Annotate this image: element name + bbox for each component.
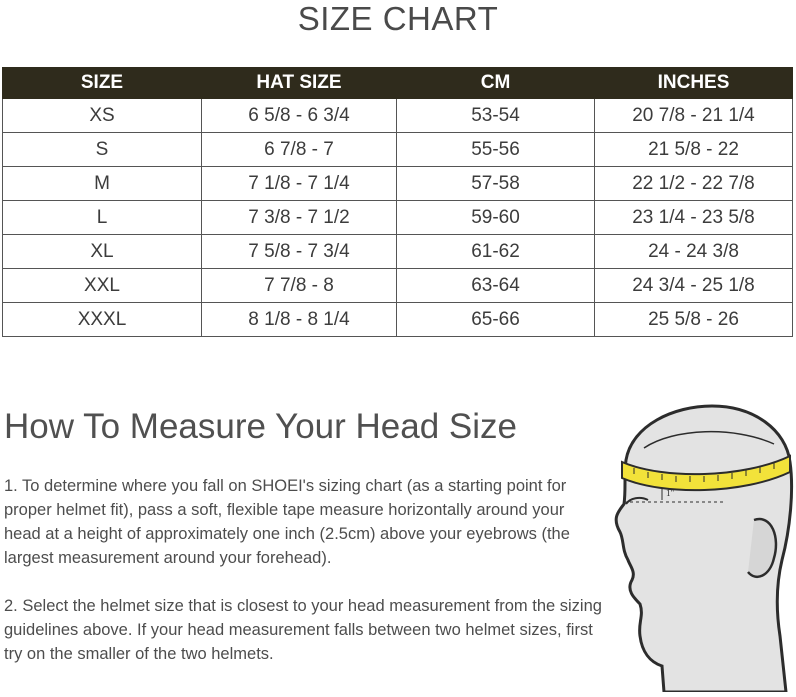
table-row — [3, 99, 793, 133]
cell-hat-size: 6 7/8 - 7 — [202, 133, 397, 167]
table-row — [3, 235, 793, 269]
cell-cm: 65-66 — [397, 303, 595, 337]
size-chart-table — [2, 67, 793, 337]
page-title: SIZE CHART — [297, 0, 499, 37]
cell-size: XS — [3, 99, 202, 133]
header-inches: INCHES — [595, 68, 793, 99]
cell-hat-size: 7 7/8 - 8 — [202, 269, 397, 303]
cell-hat-size: 7 5/8 - 7 3/4 — [202, 235, 397, 269]
header-hat-size: HAT SIZE — [202, 68, 397, 99]
cell-inches: 24 3/4 - 25 1/8 — [595, 269, 793, 303]
table-row — [3, 133, 793, 167]
table-header-row — [3, 68, 793, 99]
cell-hat-size: 7 3/8 - 7 1/2 — [202, 201, 397, 235]
cell-size: M — [3, 167, 202, 201]
cell-size: S — [3, 133, 202, 167]
measure-heading: How To Measure Your Head Size — [4, 407, 517, 446]
cell-cm: 59-60 — [397, 201, 595, 235]
cell-hat-size: 8 1/8 - 8 1/4 — [202, 303, 397, 337]
header-cm: CM — [397, 68, 595, 99]
cell-inches: 21 5/8 - 22 — [595, 133, 793, 167]
cell-cm: 61-62 — [397, 235, 595, 269]
head-illustration-svg — [604, 400, 796, 692]
cell-inches: 23 1/4 - 23 5/8 — [595, 201, 793, 235]
cell-cm: 57-58 — [397, 167, 595, 201]
marker-label: 1" — [666, 488, 675, 498]
cell-cm: 53-54 — [397, 99, 595, 133]
cell-hat-size: 7 1/8 - 7 1/4 — [202, 167, 397, 201]
table-row — [3, 303, 793, 337]
measure-step-1: 1. To determine where you fall on SHOEI's sizing chart (as a starting point for proper helmet fit), pass a soft, flexible tape measure horizontally around your head at a height of approximately one inch (2.5cm) above your eyebrows (the largest measurement around your forehead). — [4, 477, 570, 567]
cell-size: XXL — [3, 269, 202, 303]
measure-step-2: 2. Select the helmet size that is closest to your head measurement from the sizing guidelines above. If your head measurement falls between two helmet sizes, first try on the smaller of the two helmets. — [4, 597, 602, 663]
cell-size: L — [3, 201, 202, 235]
head-measurement-illustration — [604, 400, 796, 692]
header-size: SIZE — [3, 68, 202, 99]
cell-cm: 55-56 — [397, 133, 595, 167]
table-row — [3, 201, 793, 235]
cell-size: XXXL — [3, 303, 202, 337]
cell-inches: 25 5/8 - 26 — [595, 303, 793, 337]
cell-inches: 24 - 24 3/8 — [595, 235, 793, 269]
table-row — [3, 167, 793, 201]
table-row — [3, 269, 793, 303]
cell-hat-size: 6 5/8 - 6 3/4 — [202, 99, 397, 133]
cell-inches: 20 7/8 - 21 1/4 — [595, 99, 793, 133]
cell-inches: 22 1/2 - 22 7/8 — [595, 167, 793, 201]
cell-cm: 63-64 — [397, 269, 595, 303]
cell-size: XL — [3, 235, 202, 269]
